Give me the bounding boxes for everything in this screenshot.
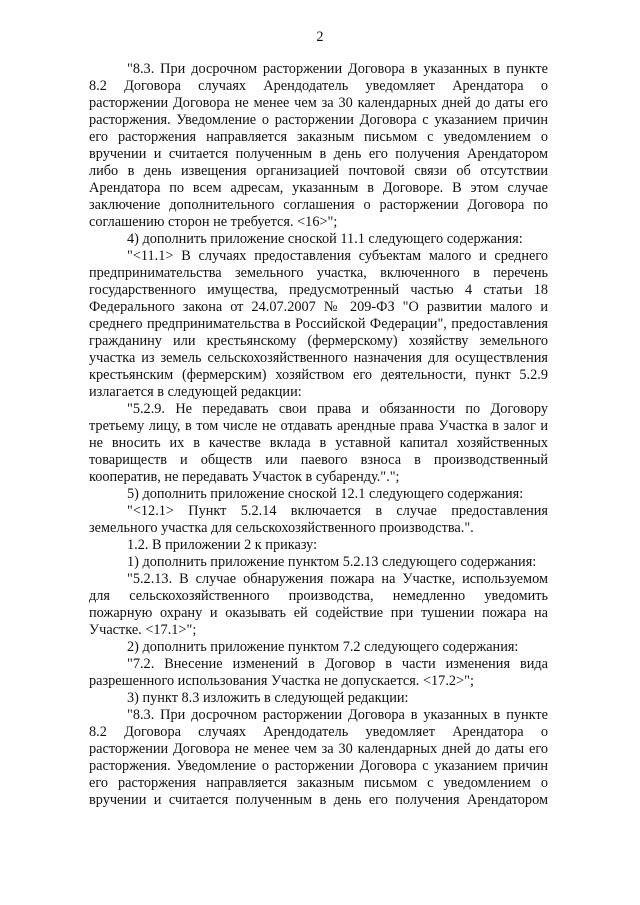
paragraph: "5.2.9. Не передавать свои права и обязанности по Договору третьему лицу, в том числе не отдавать арендные права Участка в залог и не вносить их в качестве вклада в уставной капитал хозяйственных товариществ и обществ или паевого взноса в производственный кооператив, не передавать Участок в субаренду."."; <box>89 401 548 485</box>
document-body <box>89 61 548 809</box>
paragraph: 1) дополнить приложение пунктом 5.2.13 следующего содержания: <box>127 554 537 570</box>
paragraph: "8.3. При досрочном расторжении Договора в указанных в пункте 8.2 Договора случаях Арендодатель уведомляет Арендатора о расторжении Договора не менее чем за 30 календарных дней до даты его расторжения. Уведомление о расторжении Договора с указанием причин его расторжения направляется заказным письмом с уведомлением о вручении и считается полученным в день его получения Арендатором <box>89 707 548 808</box>
paragraph: "<12.1> Пункт 5.2.14 включается в случае предоставления земельного участка для сельскохозяйственного производства.". <box>89 503 548 536</box>
paragraph: "8.3. При досрочном расторжении Договора в указанных в пункте 8.2 Договора случаях Арендодатель уведомляет Арендатора о расторжении Договора не менее чем за 30 календарных дней до даты его расторжения. Уведомление о расторжении Договора с указанием причин его расторжения направляется заказным письмом с уведомлением о вручении и считается полученным в день его получения Арендатором либо в день извещения организацией почтовой связи об отсутствии Арендатора по всем адресам, указанным в Договоре. В этом случае заключение дополнительного соглашения о расторжении Договора по соглашению сторон не требуется. <16>"; <box>89 61 548 230</box>
paragraph: "<11.1> В случаях предоставления субъектам малого и среднего предпринимательства земельного участка, включенного в перечень государственного имущества, предусмотренный частью 4 статьи 18 Федерального закона от 24.07.2007 № 209-ФЗ "О развитии малого и среднего предпринимательства в Российской Федерации", предоставления гражданину или крестьянскому (фермерскому) хозяйству земельного участка из земель сельскохозяйственного назначения для осуществления крестьянским (фермерским) хозяйством его деятельности, пункт 5.2.9 излагается в следующей редакции: <box>89 248 548 400</box>
page-number: 2 <box>316 29 324 45</box>
paragraph: 5) дополнить приложение сноской 12.1 следующего содержания: <box>127 486 524 502</box>
paragraph: 4) дополнить приложение сноской 11.1 следующего содержания: <box>127 231 523 247</box>
paragraph: 3) пункт 8.3 изложить в следующей редакции: <box>127 690 409 706</box>
paragraph: "5.2.13. В случае обнаружения пожара на Участке, используемом для сельскохозяйственного производства, немедленно уведомить пожарную охрану и оказывать ей содействие при тушении пожара на Участке. <17.1>"; <box>89 571 548 638</box>
paragraph: 1.2. В приложении 2 к приказу: <box>127 537 318 553</box>
paragraph: 2) дополнить приложение пунктом 7.2 следующего содержания: <box>127 639 519 655</box>
paragraph: "7.2. Внесение изменений в Договор в части изменения вида разрешенного использования Участка не допускается. <17.2>"; <box>89 656 548 689</box>
